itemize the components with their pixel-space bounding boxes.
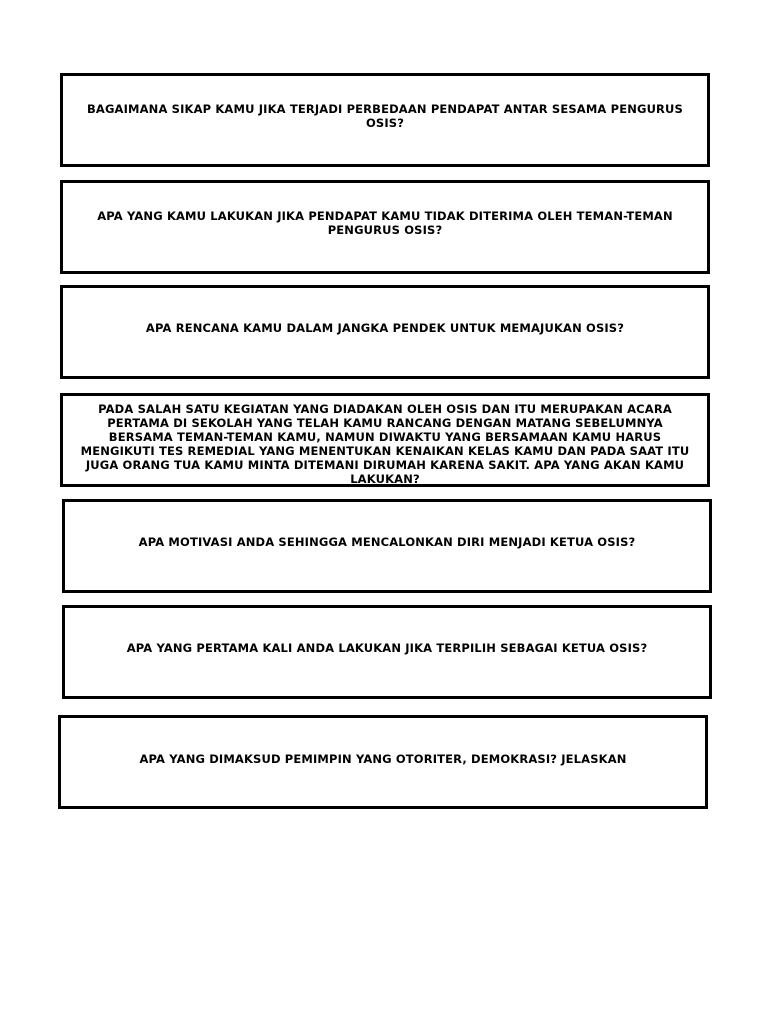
question-text: APA MOTIVASI ANDA SEHINGGA MENCALONKAN DIRI MENJADI KETUA OSIS? <box>138 535 636 549</box>
question-text: APA YANG DIMAKSUD PEMIMPIN YANG OTORITER, DEMOKRASI? JELASKAN <box>139 752 627 766</box>
question-card-6 <box>62 605 712 699</box>
question-card-7 <box>58 715 708 809</box>
question-text: APA YANG KAMU LAKUKAN JIKA PENDAPAT KAMU TIDAK DITERIMA OLEH TEMAN-TEMAN PENGURUS OSIS? <box>97 209 673 237</box>
question-card-3 <box>60 285 710 379</box>
question-text: PADA SALAH SATU KEGIATAN YANG DIADAKAN OLEH OSIS DAN ITU MERUPAKAN ACARA PERTAMA DI SEKOLAH YANG TELAH KAMU RANCANG DENGAN MATANG SEBELUMNYA BERSAMA TEMAN-TEMAN KAMU, NAMUN DIWAKTU YANG BERSAMAAN KAMU HARUS MENGIKUTI TES REMEDIAL YANG MENENTUKAN KENAIKAN KELAS KAMU DAN PADA SAAT ITU JUGA ORANG TUA KAMU MINTA DITEMANI DIRUMAH KARENA SAKIT. APA YANG AKAN KAMU LAKUKAN? <box>80 402 690 486</box>
question-card-2 <box>60 180 710 274</box>
question-text: APA YANG PERTAMA KALI ANDA LAKUKAN JIKA TERPILIH SEBAGAI KETUA OSIS? <box>126 641 648 655</box>
question-text: BAGAIMANA SIKAP KAMU JIKA TERJADI PERBEDAAN PENDAPAT ANTAR SESAMA PENGURUS OSIS? <box>87 102 683 130</box>
question-card-5 <box>62 499 712 593</box>
question-text: APA RENCANA KAMU DALAM JANGKA PENDEK UNTUK MEMAJUKAN OSIS? <box>145 321 625 335</box>
question-card-4 <box>60 393 710 487</box>
question-card-1 <box>60 73 710 167</box>
